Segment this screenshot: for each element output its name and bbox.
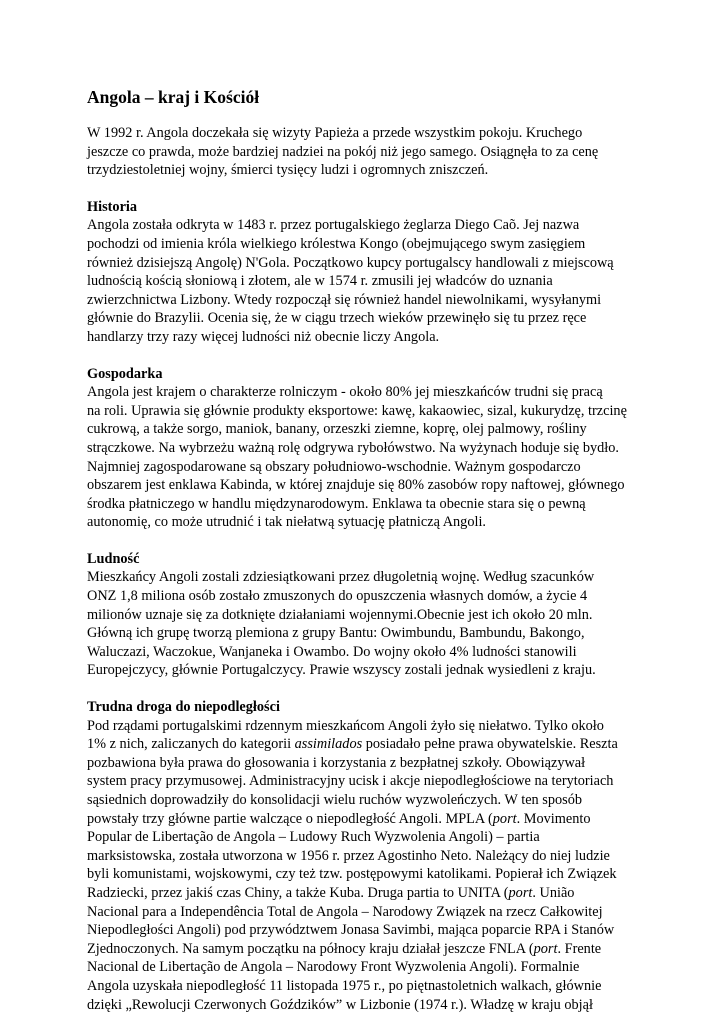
- italic-term: port: [508, 884, 533, 901]
- text-run: . União: [532, 884, 575, 901]
- text-line: strączkowe. Na wybrzeżu ważną rolę odgrywa rybołówstwo. Na wyżynach hoduje się bydło.: [87, 439, 619, 456]
- text-line: zwierzchnictwa Lizbony. Wtedy rozpoczął się również handel niewolnikami, wysyłanymi: [87, 291, 602, 308]
- text-line: [87, 735, 647, 754]
- document-body: [87, 86, 647, 1014]
- text-line: ONZ 1,8 miliona osób zostało zmuszonych do opuszczenia własnych domów, a życie 4: [87, 588, 588, 605]
- text-line: Angola jest krajem o charakterze rolniczym - około 80% jej mieszkańców trudni się pracą: [87, 384, 603, 401]
- section-historia: [87, 198, 647, 347]
- text-line: [87, 940, 647, 959]
- italic-term: port: [533, 940, 558, 957]
- section-niepodleglosc: [87, 698, 647, 1014]
- section-heading: Historia: [87, 198, 138, 215]
- text-run: Zjednoczonych. Na samym początku na północy kraju działał jeszcze FNLA (: [87, 940, 534, 957]
- italic-term: assimilados: [294, 736, 363, 753]
- text-line: również dzisiejszą Angolę) N'Gola. Początkowo kupcy portugalscy handlowali z miejscową: [87, 254, 614, 271]
- text-line: [87, 884, 647, 903]
- text-run: posiadało pełne prawa obywatelskie. Reszta: [362, 736, 618, 753]
- text-line: W 1992 r. Angola doczekała się wizyty Papieża a przede wszystkim pokoju. Kruchego: [87, 125, 583, 141]
- text-run: . Movimento: [516, 810, 591, 827]
- text-line: pochodzi od imienia króla wielkiego królestwa Kongo (obejmującego swym zasięgiem: [87, 235, 586, 252]
- text-line: [87, 810, 647, 829]
- text-line: środka płatniczego w handlu międzynarodowym. Enklawa ta obecnie stara się o pewną: [87, 495, 586, 512]
- text-line: obszarem jest enklawa Kabinda, w której znajduje się 80% zasobów ropy naftowej, głównego: [87, 477, 625, 494]
- section-ludnosc: [87, 550, 647, 680]
- text-line: Pod rządami portugalskimi rdzennym mieszkańcom Angoli żyło się niełatwo. Tylko około: [87, 717, 604, 734]
- text-line: pozbawiona była prawa do głosowania i korzystania z bezpłatnej szkoły. Obowiązywał: [87, 754, 586, 771]
- text-line: Waluczazi, Waczokue, Wanjaneka i Owambo. Do wojny około 4% ludności stanowili: [87, 643, 577, 660]
- text-line: Nacional de Libertação de Angola – Narodowy Front Wyzwolenia Angoli). Formalnie: [87, 959, 580, 976]
- text-line: Angola została odkryta w 1483 r. przez portugalskiego żeglarza Diego Caõ. Jej nazwa: [87, 217, 580, 234]
- text-line: Europejczycy, głównie Portugalczycy. Prawie wszyscy zostali jednak wysiedleni z kraju.: [87, 662, 596, 679]
- section-gospodarka: [87, 365, 647, 532]
- text-line: marksistowska, została utworzona w 1956 r. przez Agostinho Neto. Należący do niej ludzie: [87, 847, 610, 864]
- text-run: powstały trzy główne partie walczące o niepodległość Angoli. MPLA (: [87, 810, 493, 827]
- text-line: Główną ich grupę tworzą plemiona z grupy Bantu: Owimbundu, Bambundu, Bakongo,: [87, 625, 585, 642]
- text-line: Niepodległości Angoli) pod przywództwem Jonasa Savimbi, mająca poparcie RPA i Stanów: [87, 922, 615, 939]
- text-line: Mieszkańcy Angoli zostali zdziesiątkowani przez długoletnią wojnę. Według szacunków: [87, 569, 595, 586]
- section-heading: Trudna droga do niepodległości: [87, 699, 280, 716]
- section-heading: Gospodarka: [87, 365, 163, 382]
- text-line: Nacional para a Independência Total de Angola – Narodowy Związek na rzecz Całkowitej: [87, 903, 603, 920]
- text-line: głównie do Brazylii. Ocenia się, że w ciągu trzech wieków przewinęło się tu przez ręce: [87, 310, 587, 327]
- text-line: na roli. Uprawia się głównie produkty eksportowe: kawę, kakaowiec, sizal, kukurydzę, trzcinę: [87, 402, 627, 419]
- text-line: cukrową, a także sorgo, maniok, banany, orzeszki ziemne, koprę, olej palmowy, rośliny: [87, 421, 587, 438]
- text-line: Najmniej zagospodarowane są obszary południowo-wschodnie. Ważnym gospodarczo: [87, 458, 581, 475]
- text-line: dzięki „Rewolucji Czerwonych Goździków” w Lizbonie (1974 r.). Władzę w kraju objął: [87, 996, 593, 1013]
- text-line: system pracy przymusowej. Administracyjny ucisk i akcje niepodległościowe na terytoriach: [87, 773, 614, 790]
- text-run: 1% z nich, zaliczanych do kategorii: [87, 736, 295, 753]
- text-line: milionów uznaje się za dotknięte działaniami wojennymi.Obecnie jest ich około 20 mln.: [87, 606, 593, 623]
- text-line: trzydziestoletniej wojny, śmierci tysięcy ludzi i ogromnych zniszczeń.: [87, 162, 489, 179]
- document-title: Angola – kraj i Kościół: [87, 87, 260, 107]
- text-run: Radziecki, przez jakiś czas Chiny, a także Kuba. Druga partia to UNITA (: [87, 884, 509, 901]
- text-line: Angola uzyskała niepodległość 11 listopada 1975 r., po piętnastoletnich walkach, głównie: [87, 977, 602, 994]
- text-line: autonomię, co może utrudnić i tak niełatwą sytuację płatniczą Angoli.: [87, 514, 486, 531]
- text-line: byli komunistami, wojskowymi, czy też tzw. postępowymi katolikami. Popierał ich Związek: [87, 866, 617, 883]
- text-run: . Frente: [557, 940, 602, 957]
- text-line: ludnością kością słoniową i złotem, ale w 1574 r. zmusili jej władców do uznania: [87, 273, 553, 290]
- intro-paragraph: [87, 124, 647, 180]
- italic-term: port: [492, 810, 517, 827]
- section-heading: Ludność: [87, 550, 140, 567]
- text-line: sąsiednich doprowadziły do konsolidacji wielu ruchów wyzwoleńczych. W ten sposób: [87, 792, 582, 808]
- text-line: handlarzy trzy razy więcej ludności niż obecnie liczy Angola.: [87, 328, 440, 345]
- text-line: jeszcze co prawda, może bardziej nadziei na pokój niż jego samego. Osiągnęła to za cenę: [87, 143, 599, 160]
- text-line: Popular de Libertação de Angola – Ludowy Ruch Wyzwolenia Angoli) – partia: [87, 829, 540, 846]
